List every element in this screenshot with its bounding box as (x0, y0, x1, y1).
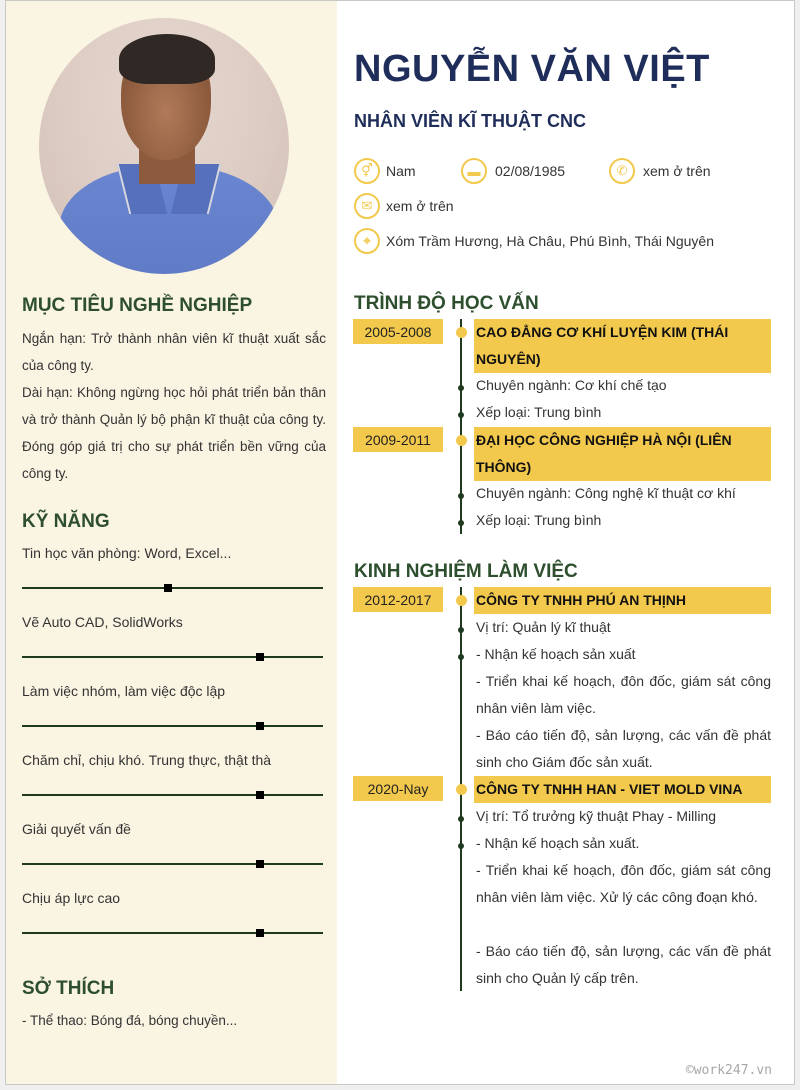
envelope-icon: ✉ (354, 193, 380, 219)
info-phone (609, 158, 711, 184)
timeline-dot (456, 595, 467, 606)
info-birthday (461, 158, 565, 184)
gender-icon: ⚥ (354, 158, 380, 184)
timeline-bullet (458, 843, 464, 849)
skill-label: Vẽ Auto CAD, SolidWorks (22, 614, 183, 630)
cv-page (5, 0, 795, 1085)
timeline-bullet (458, 493, 464, 499)
birthday-value: 02/08/1985 (495, 163, 566, 179)
skill-level-marker (256, 791, 264, 799)
experience-task: - Nhận kế hoạch sản xuất. (476, 835, 640, 851)
skill-level-marker (164, 584, 172, 592)
objective-heading: MỤC TIÊU NGHỀ NGHIỆP (22, 295, 253, 316)
education-years: 2009-2011 (353, 427, 443, 452)
timeline-bullet (458, 520, 464, 526)
skill-bar (22, 863, 323, 865)
education-grade: Xếp loại: Trung bình (476, 512, 602, 528)
timeline-bullet (458, 654, 464, 660)
experience-task: - Nhận kế hoạch sản xuất (476, 646, 636, 662)
education-major: Chuyên ngành: Công nghệ kĩ thuật cơ khí (476, 485, 736, 501)
experience-task: - Báo cáo tiến độ, sản lượng, các vấn đề phát sinh cho Quản lý cấp trên. (476, 943, 771, 986)
timeline-bullet (458, 816, 464, 822)
skill-level-marker (256, 722, 264, 730)
objective-long-term: Dài hạn: Không ngừng học hỏi phát triển bản thân và trở thành Quản lý bộ phận kĩ thuật của công ty. Đóng góp giá trị cho sự phát triển bền vững của công ty. (22, 385, 326, 481)
timeline-bullet (458, 412, 464, 418)
address-value: Xóm Trầm Hương, Hà Châu, Phú Bình, Thái Nguyên (386, 233, 715, 249)
info-address (354, 228, 714, 254)
skill-level-marker (256, 929, 264, 937)
candidate-title: NHÂN VIÊN KĨ THUẬT CNC (354, 111, 586, 131)
experience-years: 2012-2017 (353, 587, 443, 612)
skill-level-marker (256, 653, 264, 661)
hobbies-heading: SỞ THÍCH (22, 978, 115, 999)
education-major: Chuyên ngành: Cơ khí chế tạo (476, 377, 667, 393)
info-email (354, 193, 454, 219)
skills-heading: KỸ NĂNG (22, 511, 110, 532)
phone-icon: ✆ (609, 158, 635, 184)
skill-label: Chịu áp lực cao (22, 890, 121, 906)
experience-task: - Triển khai kế hoạch, đôn đốc, giám sát công nhân viên làm việc. Xử lý các công đoạn khó. (476, 862, 771, 905)
email-value: xem ở trên (386, 198, 454, 214)
timeline-dot (456, 784, 467, 795)
education-school: ĐẠI HỌC CÔNG NGHIỆP HÀ NỘI (LIÊN THÔNG) (474, 427, 771, 481)
gender-value: Nam (386, 163, 416, 179)
education-grade: Xếp loại: Trung bình (476, 404, 602, 420)
phone-value: xem ở trên (643, 163, 711, 179)
experience-task: - Báo cáo tiến độ, sản lượng, các vấn đề phát sinh cho Giám đốc sản xuất. (476, 727, 771, 770)
skill-bar (22, 725, 323, 727)
experience-task: - Triển khai kế hoạch, đôn đốc, giám sát công nhân viên làm việc. (476, 673, 771, 716)
experience-position: Vị trí: Tổ trưởng kỹ thuật Phay - Milling (476, 808, 717, 824)
skill-bar (22, 656, 323, 658)
skill-bar (22, 794, 323, 796)
skill-label: Chăm chỉ, chịu khó. Trung thực, thật thà (22, 752, 272, 768)
education-timeline (460, 319, 462, 534)
experience-company: CÔNG TY TNHH HAN - VIET MOLD VINA (474, 776, 771, 803)
hobbies-text: - Thể thao: Bóng đá, bóng chuyền... (22, 1013, 238, 1028)
skill-bar (22, 587, 323, 589)
skill-bar (22, 932, 323, 934)
photo-hair (119, 34, 215, 84)
sidebar (6, 1, 337, 1084)
watermark: ©work247.vn (685, 1063, 772, 1078)
map-pin-icon: ⌖ (354, 228, 380, 254)
objective-short-term: Ngắn hạn: Trở thành nhân viên kĩ thuật xuất sắc của công ty. (22, 331, 326, 373)
timeline-dot (456, 327, 467, 338)
timeline-dot (456, 435, 467, 446)
birthday-cake-icon: ▬ (461, 158, 487, 184)
education-school: CAO ĐẲNG CƠ KHÍ LUYỆN KIM (THÁI NGUYÊN) (474, 319, 771, 373)
skill-label: Giải quyết vấn đề (22, 821, 131, 837)
education-years: 2005-2008 (353, 319, 443, 344)
timeline-bullet (458, 385, 464, 391)
portrait-photo (39, 18, 289, 274)
experience-company: CÔNG TY TNHH PHÚ AN THỊNH (474, 587, 771, 614)
skill-label: Tin học văn phòng: Word, Excel... (22, 545, 232, 561)
experience-position: Vị trí: Quản lý kĩ thuật (476, 619, 611, 635)
education-heading: TRÌNH ĐỘ HỌC VẤN (354, 293, 539, 314)
skill-level-marker (256, 860, 264, 868)
timeline-bullet (458, 627, 464, 633)
info-gender (354, 158, 416, 184)
skill-label: Làm việc nhóm, làm việc độc lập (22, 683, 226, 699)
experience-heading: KINH NGHIỆM LÀM VIỆC (354, 561, 578, 582)
candidate-name: NGUYỄN VĂN VIỆT (354, 48, 710, 90)
experience-years: 2020-Nay (353, 776, 443, 801)
